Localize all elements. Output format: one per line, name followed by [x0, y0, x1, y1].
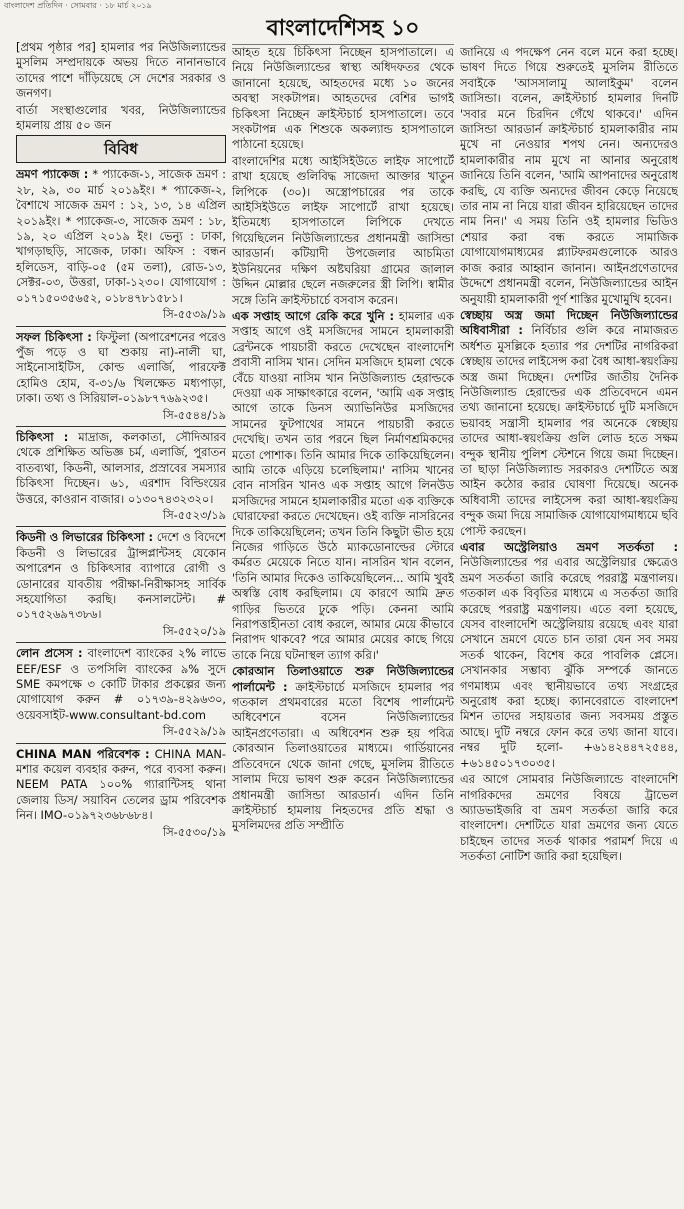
column-2 [232, 45, 454, 1207]
article-paragraph [232, 664, 454, 833]
classified-ad-heading: সফল চিকিৎসা : [16, 329, 92, 344]
classified-ad-heading: লোন প্রসেস : [16, 646, 83, 661]
divider [16, 426, 226, 427]
divider [16, 642, 226, 643]
article-paragraph: আহত হয়ে চিকিৎসা নিচ্ছেন হাসপাতালে। এ নিয়ে নিউজিল্যান্ডের স্বাস্থ্য অধিদফতর থেকে জানানো হয়েছে, আহতদের মধ্যে ১০ জনের অবস্থা সংকটাপন্ন। আহতদের বেশির ভাগই চিকিৎসা নিচ্ছেন ক্রাইস্টচার্চ হাসপাতালে। তবে সংকটাপন্ন এক শিশুকে অকল্যান্ড হাসপাতালে পাঠানো হয়েছে। [232, 45, 454, 152]
article-paragraph [232, 309, 454, 663]
classified-ad-body: CHINA MAN- মশার কয়েল ব্যবহার করুন, পরে ব্যবসা করুন। NEEM PATA ১০০% গ্যারান্টিসহ থানা জেলায় ডিস/ সয়াবিন তেলের ড্রাম পরিবেশক নিন। IMO-০১৯৭২৩৬৮৬৮৪। [16, 746, 226, 823]
column-3 [460, 45, 678, 1207]
article-paragraph: বাংলাদেশির মধ্যে আইসিইউতে লাইফ সাপোর্টে রাখা হয়েছে গুলিবিদ্ধ সাজেদা আক্তার খাতুন লিপিকে (৩০)। অস্ত্রোপচারের পর তাকে আইসিইউতে লাইফ সাপোর্টে রাখা হয়েছে। ইতিমধ্যে হাসপাতালে লিপিকে দেখতে গিয়েছিলেন নিউজিল্যান্ডের প্রধানমন্ত্রী জাসিন্ডা আরডার্ন। কটিয়াদী উপজেলার আচমিতা ইউনিয়নের দক্ষিণ অষ্টঘরিয়া গ্রামের জালাল উদ্দিন মোল্লার ছেলে নজরুলের স্ত্রী লিপি। স্বামীর সঙ্গে তিনি ক্রাইস্টচার্চে বসবাস করেন। [232, 153, 454, 307]
classified-ad [16, 747, 226, 824]
article-paragraph: এর আগে সোমবার নিউজিল্যান্ডে বাংলাদেশি নাগরিকদের ভ্রমণের বিষয়ে ট্রাভেল অ্যাডভাইজরি বা ভ্রমণ সতর্কতা জারি করে বাংলাদেশ। দেশটিতে যারা ভ্রমণের জন্য যেতে চাইছেন তাদের সতর্ক থাকার পরামর্শ দিয়ে এ সতর্কতা নোটিশ জারি করা হয়েছিল। [460, 772, 678, 864]
divider [16, 326, 226, 327]
continuation-paragraph: বার্তা সংস্থাগুলোর খবর, নিউজিল্যান্ডের হামলায় প্রায় ৫০ জন [16, 102, 226, 133]
classified-ad [16, 646, 226, 723]
classified-ad-body: বাংলাদেশ ব্যাংকের ২% লাভে EEF/ESF ও তপসিলি ব্যাংকের ৯% সুদে SME কমপক্ষে ৩ কোটি টাকার প্রকল্পের জন্য যোগাযোগ করুন # ০১৭৩৯-৪২৯৬৩০, ওয়েবসাইট-www.consultant-bd.com [16, 646, 226, 722]
classified-ad-code: সি-৫৫৪৪/১৯ [162, 407, 226, 422]
classifieds-section-title: বিবিধ [16, 135, 226, 163]
continuation-paragraph: [প্রথম পৃষ্ঠার পর] হামলার পর নিউজিল্যান্ডের মুসলিম সম্প্রদায়কে অভয় দিতে নানানভাবে তাদের পাশে দাঁড়িয়েছে সে দেশের সরকার ও জনগণ। [16, 40, 226, 101]
paragraph-text: নিউজিল্যান্ডের পর এবার অস্ট্রেলিয়ার ক্ষেত্রেও ভ্রমণ সতর্কতা জারি করেছে পররাষ্ট্র মন্ত্রণালয়। গতকাল এক বিবৃতির মাধ্যমে এ সতর্কতা জারি করেছে পররাষ্ট্র মন্ত্রণালয়। এতে বলা হয়েছে, যেসব বাংলাদেশি অস্ট্রেলিয়ায় রয়েছে এবং যারা সেখানে ভ্রমণে যেতে চান তারা যেন সব সময় সতর্ক থাকেন, বিশেষ করে পাবলিক প্লেসে। সেখানকার সম্ভাব্য ঝুঁকি সম্পর্কে জানতে গণমাধ্যম এবং স্থানীয়ভাবে তথ্য সংগ্রহের অনুরোধ করা হচ্ছে। ক্যানবেরাতে বাংলাদেশ মিশন তাদের সহায়তার জন্য সবসময় প্রস্তুত আছে। দুটি নম্বরে ফোন করে তথ্য জানা যাবে। নম্বর দুটি হলো- +৬১৪২৪৪৭২৫৪৪, +৬১৪৫০১৭৩০৩৫। [460, 555, 678, 770]
classified-ad [16, 330, 226, 407]
classified-ad-heading: চিকিৎসা : [16, 429, 69, 444]
classified-ad-heading: ভ্রমণ প্যাকেজ : [16, 167, 89, 182]
classified-ads-list [16, 167, 226, 840]
article-headline: বাংলাদেশিসহ ১০ [232, 14, 454, 45]
article-paragraph: জানিয়ে এ পদক্ষেপ নেন বলে মনে করা হচ্ছে। ভাষণ দিতে গিয়ে শুরুতেই মুসলিম রীতিতে সবাইকে 'আসসালামু আলাইকুম' বলেন জাসিন্ডা। বলেন, ক্রাইস্টচার্চ হামলার দিনটি 'সবার মনে চিরদিন গেঁথে থাকবে।' এদিন জাসিন্ডা আরডার্ন ক্রাইস্টচার্চ হামলাকারীর নাম মুখে না নেওয়ার শপথ নেন। অন্যদেরও হামলাকারীর নাম মুখে না আনার অনুরোধ জানিয়ে তিনি বলেন, 'আমি আপনাদের অনুরোধ করছি, যে ব্যক্তি অন্যদের জীবন কেড়ে নিয়েছে তার নাম না নিয়ে যারা জীবন হারিয়েছেন তাদের নাম নিন।' এ সময় তিনি ওই হামলার ভিডিও শেয়ার করা বন্ধ করতে সামাজিক যোগাযোগমাধ্যমের প্ল্যাটফরমগুলোকে আরও কাজ করার আহ্বান জানান। আইনপ্রণেতাদের উদ্দেশে প্রধানমন্ত্রী বলেন, নিউজিল্যান্ডের আইন অনুযায়ী হামলাকারী পূর্ণ শাস্তির মুখোমুখি হবেন। [460, 45, 678, 306]
paragraph-text: নির্বিচার গুলি করে নামাজরত অর্ধশত মুসল্লিকে হত্যার পর দেশটির নাগরিকরা স্বেচ্ছায় তাদের লাইসেন্স করা বৈধ আধা-স্বয়ংক্রিয় অস্ত্র জমা দিচ্ছেন। দেশটির জাতীয় দৈনিক নিউজিল্যান্ড হেরাল্ডের এক প্রতিবেদনে এমন তথ্য জানানো হয়েছে। ক্রাইস্টচার্চে দুটি মসজিদে ভয়াবহ সন্ত্রাসী হামলার পর অনেকে স্বেচ্ছায় তাদের আধা-স্বয়ংক্রিয় গুলি লোড হতে সক্ষম বন্দুক স্থানীয় পুলিশ স্টেশনে গিয়ে জমা দিচ্ছেন। তা ছাড়া নিউজিল্যান্ড সরকারও দেশটিতে অস্ত্র আইন কঠোর করার ঘোষণা দিয়েছে। অনেক অধিবাসী তাদের লাইসেন্স করা আধা-স্বয়ংক্রিয় বন্দুক জমা দিয়ে সামাজিক যোগাযোগমাধ্যমে ছবি পোস্ট করছেন। [460, 323, 678, 538]
paragraph-text: ক্রাইস্টচার্চে মসজিদে হামলার পর গতকাল প্রথমবারের মতো বিশেষ পার্লামেন্ট অধিবেশনে বসেন নিউজিল্যান্ডের আইনপ্রণেতারা। এ অধিবেশন শুরু হয় পবিত্র কোরআন তিলাওয়াতের মাধ্যমে। গার্ডিয়ানের প্রতিবেদনে থেকে জানা গেছে, মুসলিম রীতিতে সালাম দিয়ে ভাষণ শুরু করেন নিউজিল্যান্ডের প্রধানমন্ত্রী জাসিন্ডা আরডার্ন। এদিন তিনি ক্রাইস্টচার্চ হামলায় নিহতদের প্রতি শ্রদ্ধা ও মুসলিমদের প্রতি সম্প্রীতি [232, 679, 454, 833]
classified-ad-heading: CHINA MAN পরিবেশক : [16, 746, 150, 761]
classified-ad-code: সি-৫৫৩৯/১৯ [162, 307, 226, 322]
classified-ad-body: * প্যাকেজ-১, সাজেক ভ্রমণ : ২৮, ২৯, ৩০ মার্চ ২০১৯ইং। * প্যাকেজ-২, বৈশাখে সাজেক ভ্রমণ : ১২, ১৩, ১৪ এপ্রিল ২০১৯ইং। * প্যাকেজ-৩, সাজেক ভ্রমণ : ১৮, ১৯, ২০ এপ্রিল ২০১৯ ইং। ভেন্যু : ঢাকা, খাগড়াছড়ি, সাজেক, ঢাকা। অফিস : বন্ধন হলিডেস, বাড়ি-০৫ (৫ম তলা), রোড-১৩, সেক্টর-০৩, উত্তরা, ঢাকা-১২৩০। যোগাযোগ : ০১৭১৫০৩৫৬৫২, ০১৮৪৭৮১৫৮১। [16, 167, 226, 305]
classified-ad-code: সি-৫৫২০/১৯ [162, 623, 226, 638]
classified-ad-body: দেশে ও বিদেশে কিডনী ও লিভারের ট্রান্সপ্লান্টসহ যেকোন অপারেশন ও চিকিৎসার ব্যাপারে রোগী ও ডোনারের যাবতীয় পরীক্ষা-নিরীক্ষাসহ সার্বিক সহযোগিতা করছি। কনসালটেন্ট। # ০১৭৫২৬৯৭৩৮৬। [16, 530, 226, 622]
classified-ad-heading: কিডনী ও লিভারের চিকিৎসা : [16, 530, 154, 545]
classified-ad-code: সি-৫৫২৩/১৯ [162, 507, 226, 522]
classified-ad [16, 530, 226, 622]
classified-ad [16, 167, 226, 306]
article-paragraph [460, 308, 678, 539]
column-1 [16, 40, 226, 1207]
paragraph-text: হামলার এক সপ্তাহ আগে ওই মসজিদের সামনে হামলাকারী ব্রেন্টনকে পায়চারী করতে দেখেছেন বাংলাদেশি প্রবাসী নাসিম খান। সেদিন মসজিদে হামলা থেকে বেঁচে যাওয়া নাসিম খান নিউজিল্যান্ড হেরাল্ডকে দেওয়া এক সাক্ষাৎকারে বলেন, 'আমি এক সপ্তাহ আগে তাকে ডিনস অ্যাভিনিউর মসজিদের সামনের ফুটপাথের সামনে পায়চারী করতে দেখেছি। তখন তার পরনে ছিল নির্মাণশ্রমিকদের মতো পোশাক। তিনি আমার দিকে তাকিয়েছিলেন। আমি তাকে এড়িয়ে চলেছিলাম।' নাসিম খানের বোন নাসরিন খানও এক সপ্তাহ আগে লিনউড মসজিদের সামনে হামলাকারীর মতো এক ব্যক্তিকে ঘোরাফেরা করতে দেখেছেন। ওই ব্যক্তি নাসরিনের দিকে তাকিয়েছিলেন; তখন তিনি কিছুটা ভীত হয়ে নিজের গাড়িতে উঠে ম্যাকডোনাল্ডের স্টোরে কর্মরত মেয়েকে নিতে যান। নাসরিন খান বলেন, 'তিনি আমার দিকেও তাকিয়েছিলেন... আমি খুবই অস্বস্তি বোধ করছিলাম। যে কারণে আমি দ্রুত গাড়ির ভিতরে ঢুকে পড়ি। কেননা আমি নিরাপত্তাহীনতা বোধ করলে, আমার মেয়ে কীভাবে নিরাপদ থাকবে? পরে আমার মেয়ের কাছে গিয়ে তাকে নিয়ে ঘটনাস্থল ত্যাগ করি।' [232, 308, 454, 662]
subheading: স্বেচ্ছায় অস্ত্র জমা দিচ্ছেন নিউজিল্যান্ডের অধিবাসীরা : [460, 307, 678, 338]
subheading: কোরআন তিলাওয়াতে শুরু নিউজিল্যান্ডের পার্লামেন্ট : [232, 664, 454, 694]
classified-ad-code: সি-৫৫২৯/১৯ [162, 724, 226, 739]
subheading: এবার অস্ট্রেলিয়াও ভ্রমণ সতর্কতা : [460, 540, 678, 554]
classified-ad-body: মাদ্রাজ, কলকাতা, সৌদিআরব থেকে প্রশিক্ষিত অভিজ্ঞ চর্ম, এলার্জি, পুরাতন বাতব্যথা, কিডনী, আলসার, প্রস্রাবের সমস্যার চিকিৎসা দিচ্ছেন। ৬১, এরশাদ বিল্ডিংয়ের উত্তরে, কাওরান বাজার। ০১৩০৭৪৩২৩২০। [16, 429, 226, 506]
classified-ad-code: সি-৫৫৩০/১৯ [162, 824, 226, 839]
page-header-strip: বাংলাদেশ প্রতিদিন · সোমবার · ১৮ মার্চ ২০১৯ [4, 1, 152, 10]
classified-ad-body: ফিস্টুলা (অপারেশনের পরেও পুঁজ পড়ে ও ঘা শুকায় না)-নালী ঘা, সাইনোসাইটিস, কোল্ড এলার্জি, পারফেক্ট হোমিও হোম, ব-৩১/৬ খিলক্ষেত মধ্যপাড়া, ঢাকা। তথ্য ও সিরিয়াল-০১৯৮৭৭৬৯২৩৫। [16, 329, 226, 406]
divider [16, 743, 226, 744]
divider [16, 526, 226, 527]
article-paragraph [460, 540, 678, 771]
subheading: এক সপ্তাহ আগে রেকি করে খুনি : [232, 308, 395, 323]
classified-ad [16, 430, 226, 507]
